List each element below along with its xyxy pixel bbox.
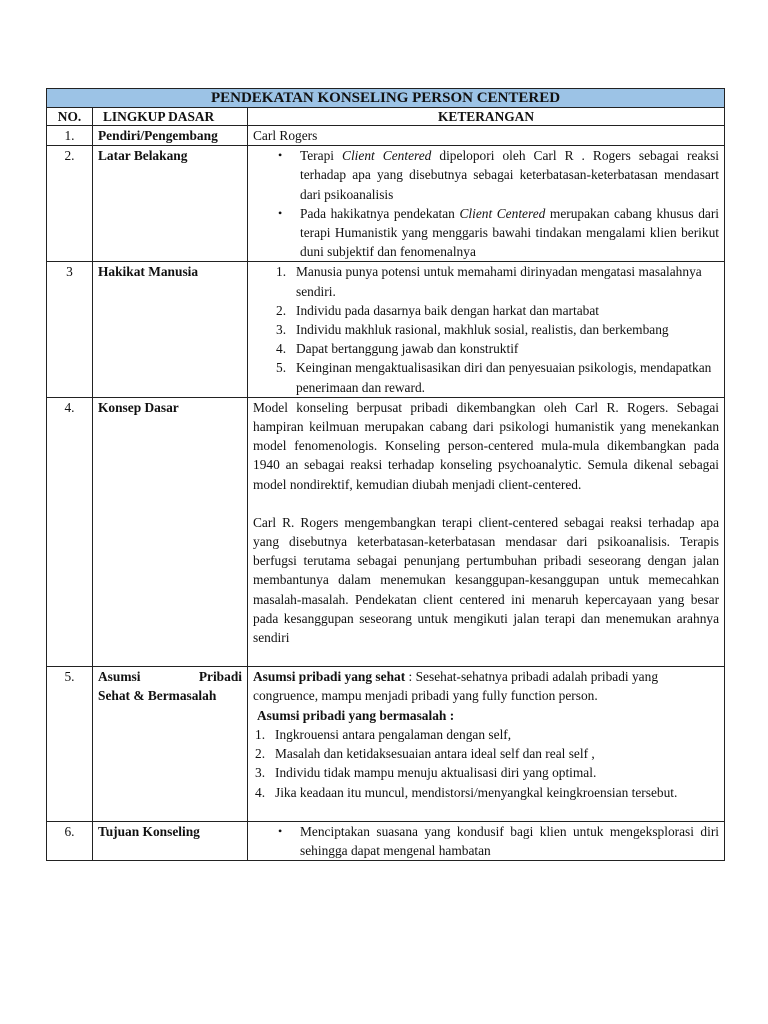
list-item: 4. Jika keadaan itu muncul, mendistorsi/menyangkal keingkroensian tersebut.: [255, 784, 678, 800]
row-number: 3: [47, 262, 93, 397]
asumsi-masalah-label: Asumsi pribadi yang bermasalah :: [257, 707, 455, 723]
table-row: [47, 397, 725, 666]
list-item: 2. Individu pada dasarnya baik dengan harkat dan martabat: [276, 302, 600, 318]
row-number: 1.: [47, 126, 93, 146]
row-lingkup: Tujuan Konseling: [93, 821, 248, 860]
bullet-list: [253, 822, 719, 860]
numbered-list: [253, 725, 719, 802]
row-keterangan: [248, 262, 725, 397]
table-title: PENDEKATAN KONSELING PERSON CENTERED: [47, 89, 725, 108]
row-number: 2.: [47, 146, 93, 262]
row-keterangan: [248, 146, 725, 262]
row-number: 6.: [47, 821, 93, 860]
header-no: NO.: [47, 108, 93, 126]
list-item: 2. Masalah dan ketidaksesuaian antara ideal self dan real self ,: [255, 746, 595, 762]
konseling-table: [46, 88, 725, 861]
list-item: • Menciptakan suasana yang kondusif bagi klien untuk mengeksplorasi diri sehingga dapat mengenal hambatan: [300, 822, 719, 860]
row-keterangan: Carl Rogers: [248, 126, 725, 146]
row-keterangan: [248, 667, 725, 821]
list-item: 3. Individu makhluk rasional, makhluk sosial, realistis, dan berkembang: [276, 322, 669, 338]
list-item: • Terapi Client Centered dipelopori oleh Carl R . Rogers sebagai reaksi terhadap apa yang disebutnya sebagai keterbatasan-keterbatasan mendasart dari psikoanalisis: [300, 146, 719, 204]
table-row: [47, 667, 725, 821]
header-lingkup: LINGKUP DASAR: [93, 108, 248, 126]
table-row: [47, 126, 725, 146]
bullet-list: [253, 146, 719, 261]
table-row: [47, 821, 725, 860]
row-lingkup: Pendiri/Pengembang: [93, 126, 248, 146]
header-row: [47, 108, 725, 126]
row-number: 5.: [47, 667, 93, 821]
list-item: 1. Ingkrouensi antara pengalaman dengan self,: [255, 726, 512, 742]
list-item: 5. Keinginan mengaktualisasikan diri dan penyesuaian psikologis, mendapatkan penerimaan dan reward.: [276, 360, 712, 395]
numbered-list: [253, 262, 719, 396]
asumsi-sehat: Asumsi pribadi yang sehat : Sesehat-sehatnya pribadi adalah pribadi yang congruence, mampu menjadi pribadi yang fully function person.: [253, 669, 659, 704]
table-row: [47, 146, 725, 262]
title-row: [47, 89, 725, 108]
row-lingkup: Latar Belakang: [93, 146, 248, 262]
paragraph: Model konseling berpusat pribadi dikembangkan oleh Carl R. Rogers. Sebagai hampiran keilmuan merupakan cabang dari psikologi humanistik yang menekankan model fenomenologis. Konseling person-centered mula-mula dikembangkan pada 1940 an sebagai reaksi terhadap konseling psychoanalytic. Semula dikenal sebagai model nondirektif, kemudian diubah menjadi client-centered.: [253, 399, 720, 492]
row-lingkup: Konsep Dasar: [93, 397, 248, 666]
paragraph: Carl R. Rogers mengembangkan terapi client-centered sebagai reaksi terhadap apa yang disebutnya keterbatasan-keterbatasan mendasar dari psikoanalisis. Terapis berfugsi terutama sebagai penunjang pertumbuhan pribadi seseorang dengan jalan membantunya dalam menemukan kesanggupan-kesanggupan untuk memecahkan masalah-masalah. Pendekatan client centered ini menaruh kepercayaan yang besar pada kesanggupan seseorang untuk mengikuti jalan terapi dan menemukan arahnya sendiri: [253, 514, 720, 646]
list-item: 3. Individu tidak mampu menuju aktualisasi diri yang optimal.: [255, 765, 597, 781]
table-row: [47, 262, 725, 397]
row-lingkup: Asumsi Pribadi Sehat & Bermasalah: [93, 667, 248, 821]
list-item: • Pada hakikatnya pendekatan Client Centered merupakan cabang khusus dari terapi Humanistik yang menggaris bawahi tindakan mengalami klien berikut duni subjektif dan fenomenalnya: [300, 204, 719, 262]
row-number: 4.: [47, 397, 93, 666]
list-item: 4. Dapat bertanggung jawab dan konstruktif: [276, 341, 519, 357]
list-item: 1. Manusia punya potensi untuk memahami dirinyadan mengatasi masalahnya sendiri.: [276, 264, 702, 299]
row-lingkup: Hakikat Manusia: [93, 262, 248, 397]
row-keterangan: [248, 397, 725, 666]
row-keterangan: [248, 821, 725, 860]
header-keterangan: KETERANGAN: [248, 108, 725, 126]
